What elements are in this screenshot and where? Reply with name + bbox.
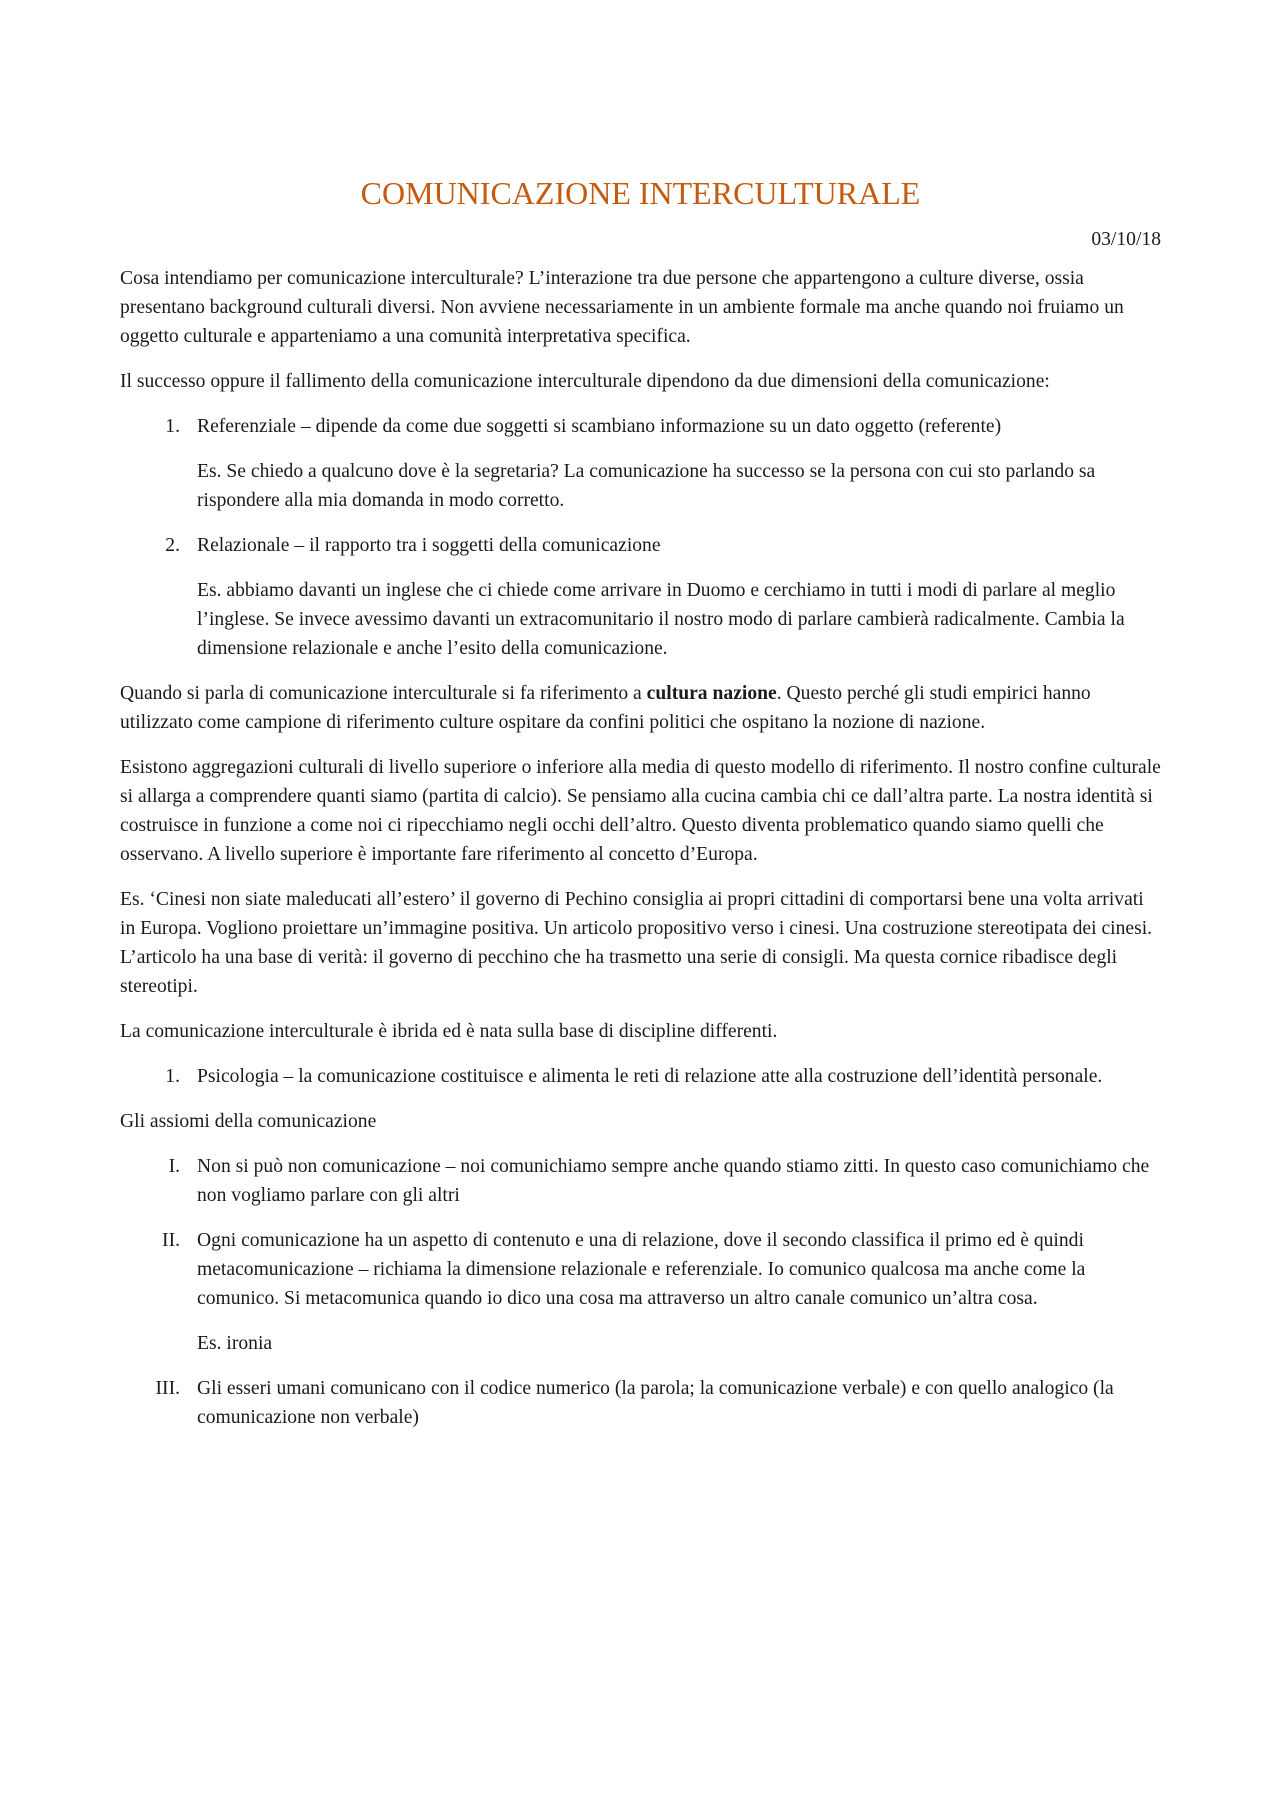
axiom-item-2 xyxy=(120,1226,1161,1313)
list-number: 1. xyxy=(165,416,180,437)
paragraph-intro: Cosa intendiamo per comunicazione interculturale? L’interazione tra due persone che appartengono a culture diverse, ossia presentano background culturali diversi. Non avviene necessariamente in un ambiente formale ma anche quando noi fruiamo un oggetto culturale e apparteniamo a una comunità interpretativa specifica. xyxy=(120,268,1124,347)
paragraph-dimensions: Il successo oppure il fallimento della comunicazione interculturale dipendono da due dimensioni della comunicazione: xyxy=(120,371,1050,392)
bold-term: cultura nazione xyxy=(646,683,777,704)
paragraph-example-china: Es. ‘Cinesi non siate maleducati all’estero’ il governo di Pechino consiglia ai propri cittadini di comportarsi bene una volta arrivati in Europa. Vogliono proiettare un’immagine positiva. Un articolo propositivo verso i cinesi. Una costruzione stereotipata dei cinesi. L’articolo ha una base di verità: il governo di pecchino che ha trasmetto una serie di consigli. Ma questa cornice ribadisce degli stereotipi. xyxy=(120,889,1153,997)
list-item-text: Ogni comunicazione ha un aspetto di contenuto e una di relazione, dove il secondo classifica il primo ed è quindi metacomunicazione – richiama la dimensione relazionale e referenziale. Io comunico qualcosa ma anche come la comunico. Si metacomunica quando io dico una cosa ma attraverso un altro canale comunico un’altra cosa. xyxy=(197,1230,1086,1309)
list-item-referential xyxy=(120,412,1161,441)
text-span: . Questo perché gli studi empirici hanno utilizzato come campione di riferimento culture ospitare da confini politici che ospitano la nozione di nazione. xyxy=(120,683,1091,733)
axiom-item-1 xyxy=(120,1152,1161,1210)
paragraph-axioms-heading: Gli assiomi della comunicazione xyxy=(120,1111,377,1132)
document-date: 03/10/18 xyxy=(1091,229,1161,250)
list-item-text: Psicologia – la comunicazione costituisce e alimenta le reti di relazione atte alla costruzione dell’identità personale. xyxy=(197,1066,1103,1087)
paragraph-cultura-nazione xyxy=(120,679,1161,737)
document-page xyxy=(120,0,1161,1432)
list-item-psychology xyxy=(120,1062,1161,1091)
paragraph-aggregations: Esistono aggregazioni culturali di livello superiore o inferiore alla media di questo modello di riferimento. Il nostro confine culturale si allarga a comprendere quanti siamo (partita di calcio). Se pensiamo alla cucina cambia chi ce dall’altra parte. La nostra identità si costruisce in funzione a come noi ci ripecchiamo negli occhi dell’altro. Questo diventa problematico quando siamo quelli che osservano. A livello superiore è importante fare riferimento al concetto d’Europa. xyxy=(120,757,1161,865)
list-number: 2. xyxy=(165,535,180,556)
list-item-text: Gli esseri umani comunicano con il codice numerico (la parola; la comunicazione verbale) e con quello analogico (la comunicazione non verbale) xyxy=(197,1378,1114,1428)
text-span: Quando si parla di comunicazione interculturale si fa riferimento a xyxy=(120,683,647,704)
document-title: COMUNICAZIONE INTERCULTURALE xyxy=(360,175,921,211)
list-number: I. xyxy=(168,1156,180,1177)
list-number: II. xyxy=(162,1230,180,1251)
paragraph-hybrid: La comunicazione interculturale è ibrida ed è nata sulla base di discipline differenti. xyxy=(120,1021,778,1042)
list-item-text: Referenziale – dipende da come due soggetti si scambiano informazione su un dato oggetto (referente) xyxy=(197,416,1002,437)
example-irony: Es. ironia xyxy=(197,1333,273,1354)
list-item-text: Non si può non comunicazione – noi comunichiamo sempre anche quando stiamo zitti. In questo caso comunichiamo che non vogliamo parlare con gli altri xyxy=(197,1156,1150,1206)
axiom-item-3 xyxy=(120,1374,1161,1432)
list-number: III. xyxy=(155,1378,180,1399)
list-item-text: Relazionale – il rapporto tra i soggetti della comunicazione xyxy=(197,535,661,556)
example-referential: Es. Se chiedo a qualcuno dove è la segretaria? La comunicazione ha successo se la persona con cui sto parlando sa rispondere alla mia domanda in modo corretto. xyxy=(197,461,1096,511)
example-relational: Es. abbiamo davanti un inglese che ci chiede come arrivare in Duomo e cerchiamo in tutti i modi di parlare al meglio l’inglese. Se invece avessimo davanti un extracomunitario il nostro modo di parlare cambierà radicalmente. Cambia la dimensione relazionale e anche l’esito della comunicazione. xyxy=(197,580,1125,659)
list-number: 1. xyxy=(165,1066,180,1087)
list-item-relational xyxy=(120,531,1161,560)
